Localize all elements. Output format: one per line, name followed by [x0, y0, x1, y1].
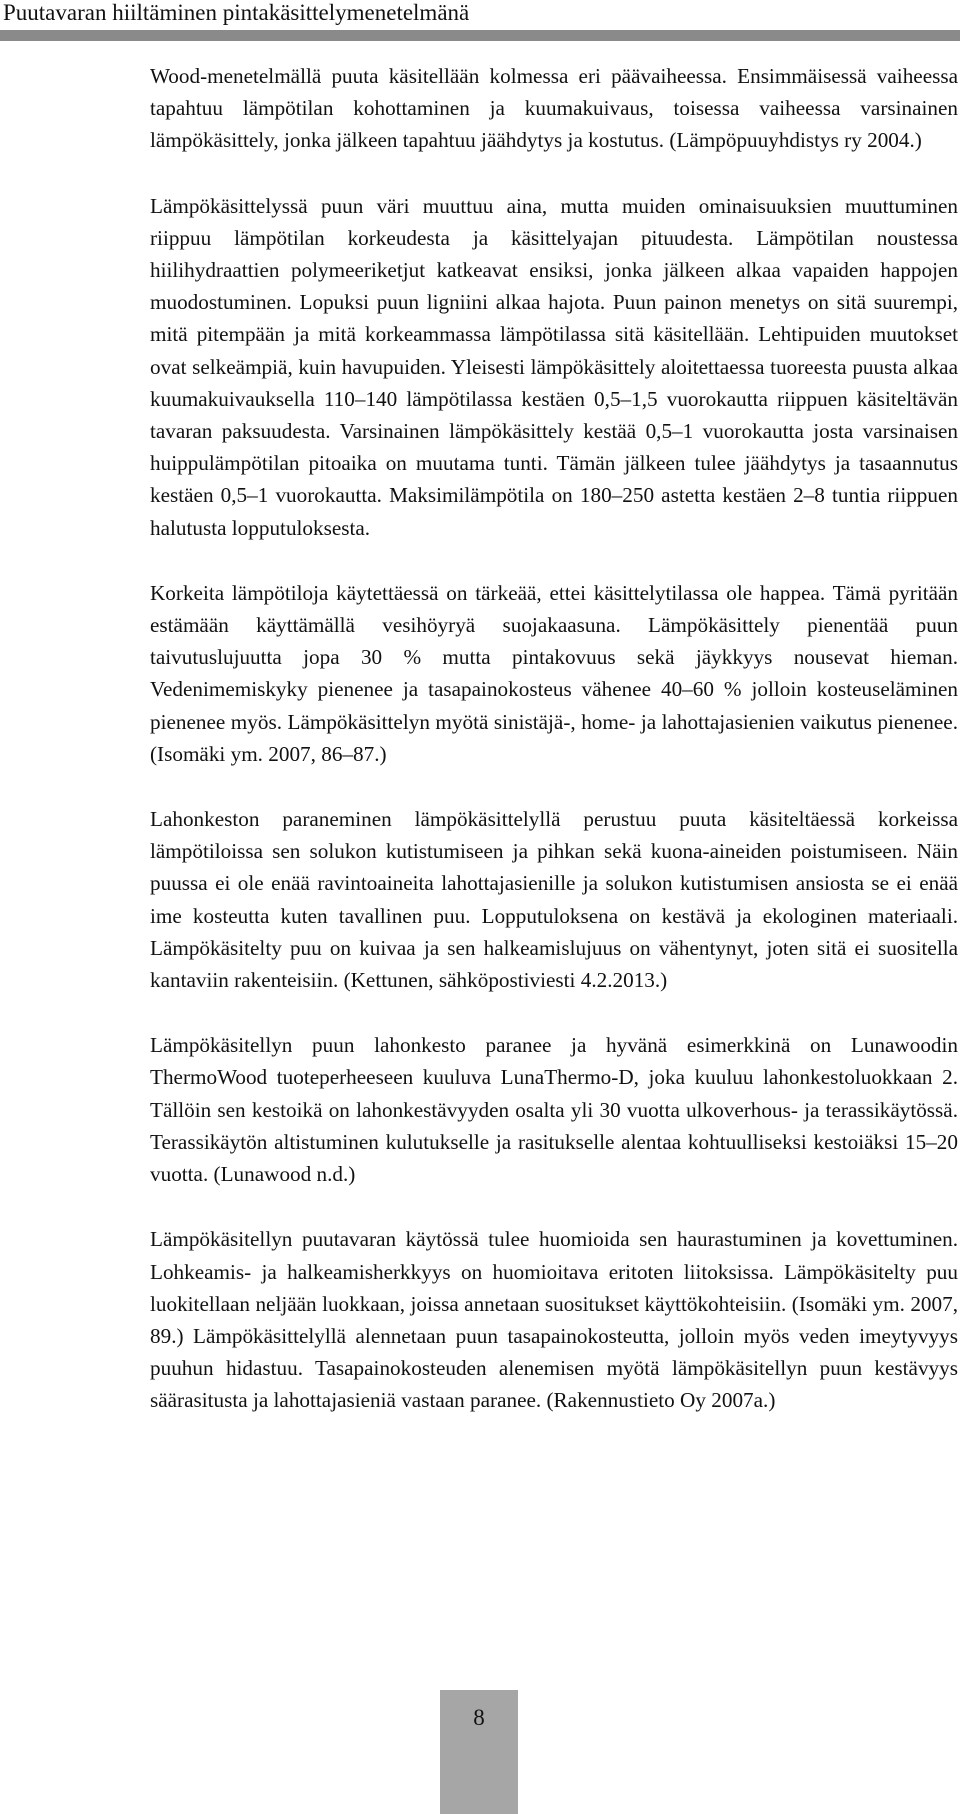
- paragraph-3: Korkeita lämpötiloja käytettäessä on tärkeää, ettei käsittelytilassa ole happea. Tämä pyritään estämään käyttämällä vesihöyryä suojakaasuna. Lämpökäsittely pienentää puun taivutuslujuutta jopa 30 % mutta pintakovuus sekä jäykkyys nousevat hieman. Vedenimemiskyky pienenee ja tasapainokosteus vähenee 40–60 % jolloin kosteuseläminen pienenee myös. Lämpökäsittelyn myötä sinistäjä-, home- ja lahottajasienien vaikutus pienenee. (Isomäki ym. 2007, 86–87.): [150, 580, 958, 766]
- running-header-title: Puutavaran hiiltäminen pintakäsittelymenetelmänä: [3, 0, 470, 25]
- paragraph-5: Lämpökäsitellyn puun lahonkesto paranee ja hyvänä esimerkkinä on Lunawoodin ThermoWood tuoteperheeseen kuuluva LunaThermo-D, joka kuuluu lahonkestoluokkaan 2. Tällöin sen kestoikä on lahonkestävyyden osalta yli 30 vuotta ulkoverhous- ja terassikäytössä. Terassikäytön altistuminen kulutukselle ja rasitukselle alentaa kohtuulliseksi kestoiäksi 15–20 vuotta. (Lunawood n.d.): [150, 1033, 958, 1187]
- paragraph-2: Lämpökäsittelyssä puun väri muuttuu aina, mutta muiden ominaisuuksien muuttuminen riippuu lämpötilan korkeudesta ja käsittelyajan pituudesta. Lämpötilan noustessa hiilihydraattien polymeeriketjut katkeavat ensiksi, jonka jälkeen alkaa vapaiden happojen muodostuminen. Lopuksi puun ligniini alkaa hajota. Puun painon menetys on sitä suurempi, mitä pitempään ja mitä korkeammassa lämpötilassa sitä käsitellään. Lehtipuiden muutokset ovat selkeämpiä, kuin havupuiden. Yleisesti lämpökäsittely aloitettaessa tuoreesta puusta alkaa kuumakuivauksella 110–140 lämpötilassa kestäen 0,5–1,5 vuorokautta riippuen käsiteltävän tavaran paksuudesta. Varsinainen lämpökäsittely kestää 0,5–1 vuorokautta josta varsinaisen huippulämpötilan pitoaika on muutama tunti. Tämän jälkeen tulee jäähdytys ja tasaannutus kestäen 0,5–1 vuorokautta. Maksimilämpötila on 180–250 astetta kestäen 2–8 tuntia riippuen halutusta lopputuloksesta.: [150, 193, 958, 540]
- body-text: [150, 60, 958, 1450]
- page-number-box: [440, 1690, 518, 1814]
- paragraph-6: Lämpökäsitellyn puutavaran käytössä tulee huomioida sen haurastuminen ja kovettuminen. Lohkeamis- ja halkeamisherkkyys on huomioitava eritoten liitoksissa. Lämpökäsitelty puu luokitellaan neljään luokkaan, joissa annetaan suositukset käyttökohteisiin. (Isomäki ym. 2007, 89.) Lämpökäsittelyllä alennetaan puun tasapainokosteutta, jolloin myös veden imeytyvyys puuhun hidastuu. Tasapainokosteuden alenemisen myötä lämpökäsitellyn puun kestävyys säärasitusta ja lahottajasieniä vastaan paranee. (Rakennustieto Oy 2007a.): [150, 1227, 958, 1413]
- page-number: 8: [473, 1705, 485, 1730]
- paragraph-4: Lahonkeston paraneminen lämpökäsittelyllä perustuu puuta käsiteltäessä korkeissa lämpötiloissa sen solukon kutistumiseen ja pihkan sekä kuona-aineiden poistumiseen. Näin puussa ei ole enää ravintoaineita lahottajasienille ja solukon kutistumisen ansiosta se ei enää ime kosteutta kuten tavallinen puu. Lopputuloksena on kestävä ja ekologinen materiaali. Lämpökäsitelty puu on kuivaa ja sen halkeamislujuus on vähentynyt, joten sitä ei suositella kantaviin rakenteisiin. (Kettunen, sähköpostiviesti 4.2.2013.): [150, 807, 958, 993]
- header-rule: [0, 30, 960, 41]
- paragraph-1: Wood-menetelmällä puuta käsitellään kolmessa eri päävaiheessa. Ensimmäisessä vaiheessa tapahtuu lämpötilan kohottaminen ja kuumakuivaus, toisessa vaiheessa varsinainen lämpökäsittely, jonka jälkeen tapahtuu jäähdytys ja kostutus. (Lämpöpuuyhdistys ry 2004.): [150, 64, 958, 153]
